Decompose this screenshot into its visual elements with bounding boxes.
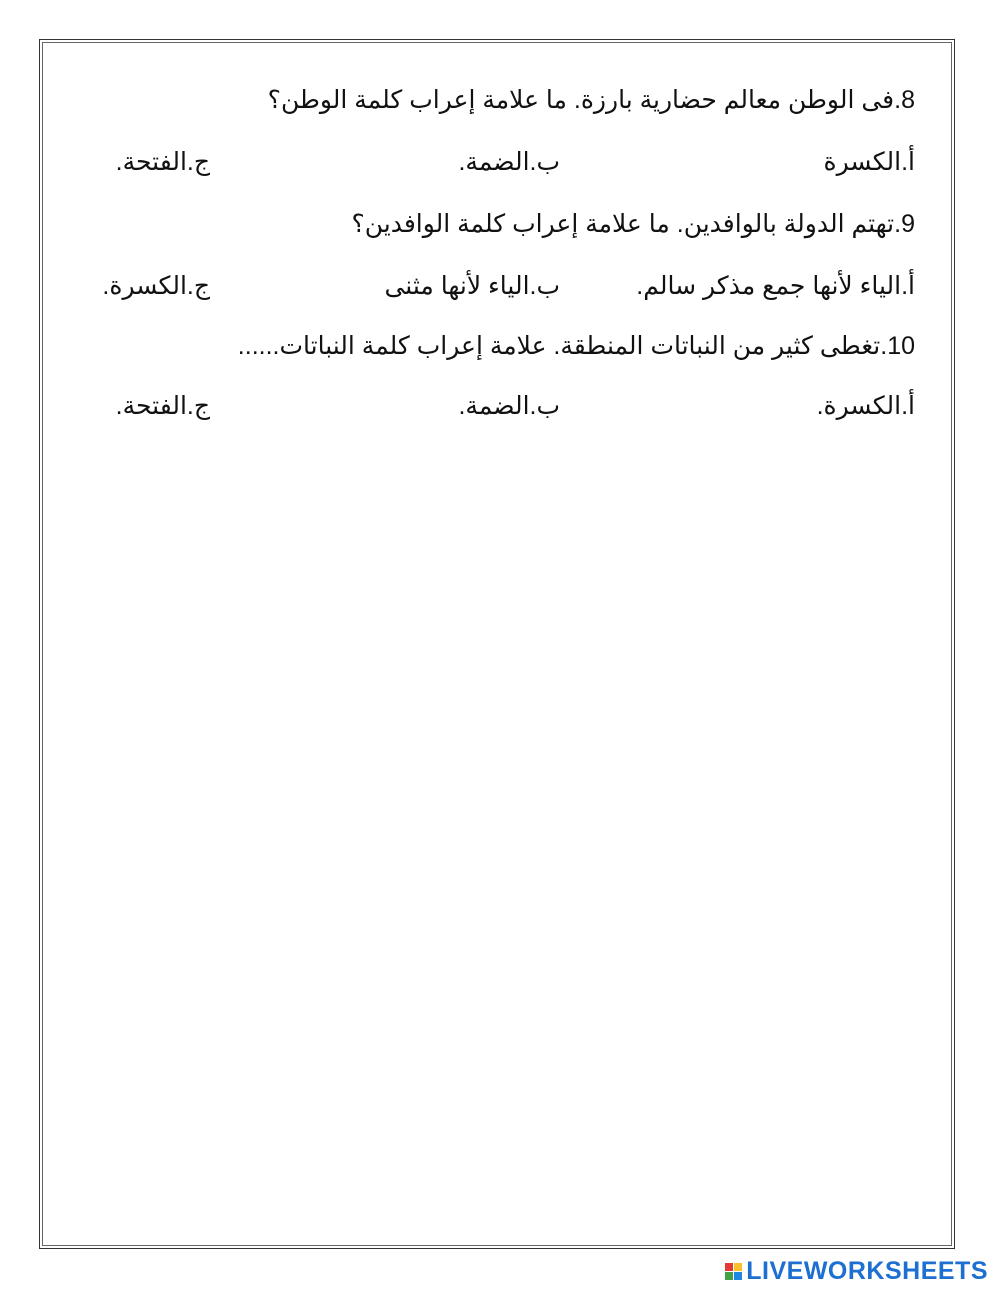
options-row-8 [100, 142, 915, 182]
liveworksheets-logo-icon [725, 1263, 742, 1280]
option-9-b[interactable]: ب.الياء لأنها مثنى [384, 272, 560, 300]
option-10-b[interactable]: ب.الضمة. [458, 392, 560, 420]
question-8: 8.فى الوطن معالم حضارية بارزة. ما علامة إعراب كلمة الوطن؟ [267, 86, 915, 114]
option-10-a[interactable]: أ.الكسرة. [816, 392, 915, 420]
options-row-9 [100, 266, 915, 306]
brand-name: LIVEWORKSHEETS [746, 1256, 988, 1285]
option-10-c[interactable]: ج.الفتحة. [115, 392, 210, 420]
option-8-a[interactable]: أ.الكسرة [823, 148, 915, 176]
options-row-10 [100, 386, 915, 426]
option-8-b[interactable]: ب.الضمة. [458, 148, 560, 176]
option-9-c[interactable]: ج.الكسرة. [102, 272, 210, 300]
option-8-c[interactable]: ج.الفتحة. [115, 148, 210, 176]
question-10: 10.تغطى كثير من النباتات المنطقة. علامة إعراب كلمة النباتات...... [237, 332, 915, 360]
option-9-a[interactable]: أ.الياء لأنها جمع مذكر سالم. [636, 272, 915, 300]
liveworksheets-logo [725, 1255, 988, 1287]
question-9: 9.تهتم الدولة بالوافدين. ما علامة إعراب كلمة الوافدين؟ [351, 210, 915, 238]
